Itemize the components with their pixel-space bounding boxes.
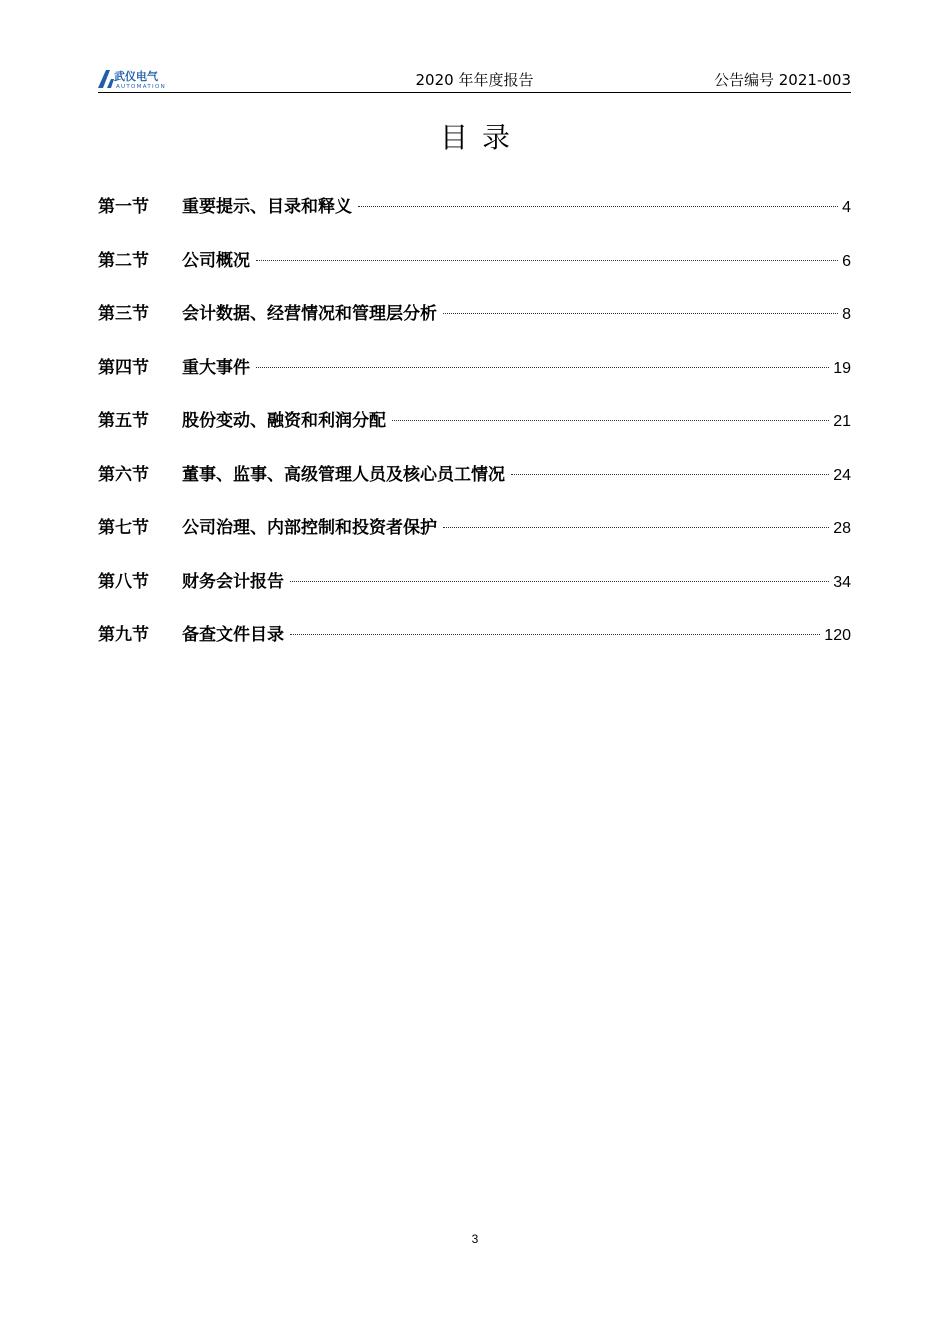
toc-section-label: 第七节 — [98, 518, 149, 538]
toc-entry[interactable] — [98, 302, 851, 356]
toc-page-number: 8 — [842, 306, 851, 323]
toc-title: 目录 — [439, 121, 524, 154]
toc-entry[interactable] — [98, 463, 851, 517]
toc-section-title: 公司治理、内部控制和投资者保护 — [182, 518, 437, 538]
toc-leader-dots — [443, 527, 829, 528]
toc-entry[interactable] — [98, 195, 851, 249]
toc-entry[interactable] — [98, 356, 851, 410]
toc-entry[interactable] — [98, 409, 851, 463]
page-header — [98, 66, 851, 93]
toc-leader-dots — [256, 260, 838, 261]
toc-leader-dots — [290, 634, 820, 635]
toc-section-label: 第五节 — [98, 411, 149, 431]
toc-page-number: 28 — [833, 520, 851, 537]
toc-section-label: 第八节 — [98, 571, 149, 592]
toc-section-label: 第六节 — [98, 464, 149, 485]
toc-section-label: 第九节 — [98, 625, 149, 645]
toc-page-number: 21 — [833, 413, 851, 430]
toc-leader-dots — [358, 206, 838, 207]
toc-page-number: 19 — [833, 359, 851, 377]
toc-leader-dots — [392, 420, 829, 421]
toc-section-title: 财务会计报告 — [182, 571, 284, 592]
toc-section-title: 重要提示、目录和释义 — [182, 197, 352, 217]
svg-text:AUTOMATION: AUTOMATION — [116, 84, 166, 90]
toc-page-number: 24 — [833, 466, 851, 484]
toc-entry[interactable] — [98, 623, 851, 677]
table-of-contents — [98, 195, 851, 677]
toc-entry[interactable] — [98, 570, 851, 624]
toc-section-label: 第四节 — [98, 357, 149, 378]
toc-page-number: 4 — [842, 199, 851, 216]
toc-leader-dots — [511, 474, 829, 475]
toc-entry[interactable] — [98, 516, 851, 570]
toc-section-label: 第二节 — [98, 250, 149, 271]
toc-section-title: 重大事件 — [182, 357, 250, 378]
toc-page-number: 34 — [833, 573, 851, 591]
toc-entry[interactable] — [98, 249, 851, 303]
toc-section-title: 股份变动、融资和利润分配 — [182, 411, 386, 431]
toc-leader-dots — [290, 581, 829, 582]
toc-section-title: 董事、监事、高级管理人员及核心员工情况 — [182, 464, 505, 485]
announcement-number: 公告编号 2021-003 — [714, 71, 851, 89]
page-number: 3 — [471, 1232, 479, 1246]
report-title: 2020 年年度报告 — [415, 71, 534, 89]
toc-page-number: 6 — [842, 252, 851, 270]
svg-text:武仪电气: 武仪电气 — [114, 70, 158, 83]
toc-section-label: 第一节 — [98, 197, 149, 217]
toc-section-title: 会计数据、经营情况和管理层分析 — [182, 304, 437, 324]
toc-section-title: 公司概况 — [182, 250, 250, 271]
toc-page-number: 120 — [824, 627, 851, 644]
toc-leader-dots — [256, 367, 829, 368]
toc-section-title: 备查文件目录 — [182, 625, 284, 645]
toc-leader-dots — [443, 313, 838, 314]
toc-section-label: 第三节 — [98, 304, 149, 324]
